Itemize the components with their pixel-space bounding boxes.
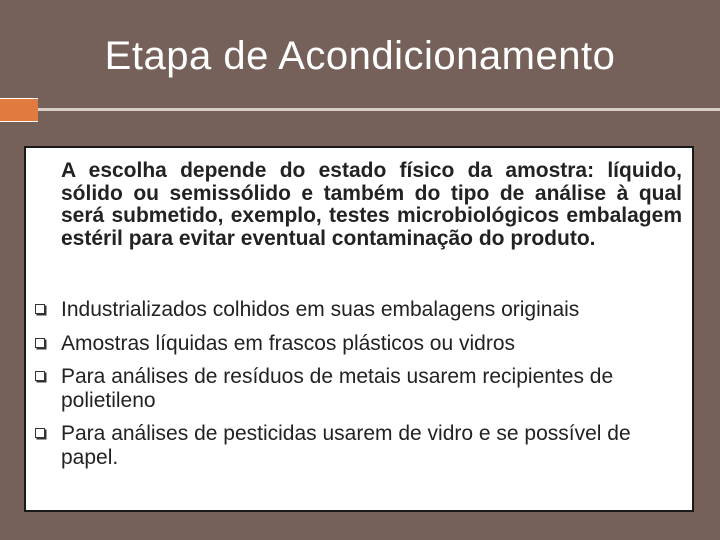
- slide-title: Etapa de Acondicionamento: [104, 34, 616, 78]
- bullet-list: [26, 298, 686, 479]
- square-bullet-icon: [35, 338, 45, 348]
- square-bullet-icon: [35, 304, 45, 314]
- bullet-text: Para análises de pesticidas usarem de vidro e se possível de papel.: [61, 422, 631, 469]
- accent-marker: [0, 98, 38, 122]
- bullet-item: [26, 298, 686, 322]
- content-box: [24, 146, 694, 512]
- bullet-text: Amostras líquidas em frascos plásticos ou vidros: [61, 331, 516, 355]
- intro-paragraph: A escolha depende do estado físico da amostra: líquido, sólido ou semissólido e também do tipo de análise à qual será submetido, exemplo, testes microbiológicos embalagem estéril para evitar eventual contaminação do produto.: [61, 159, 682, 250]
- title-divider: [0, 108, 720, 111]
- bullet-text: Para análises de resíduos de metais usarem recipientes de polietileno: [61, 365, 614, 412]
- bullet-item: [26, 422, 686, 469]
- bullet-text: Industrializados colhidos em suas embalagens originais: [61, 298, 580, 321]
- bullet-item: [26, 332, 686, 356]
- bullet-item: [26, 365, 686, 412]
- square-bullet-icon: [35, 371, 45, 381]
- square-bullet-icon: [35, 428, 45, 438]
